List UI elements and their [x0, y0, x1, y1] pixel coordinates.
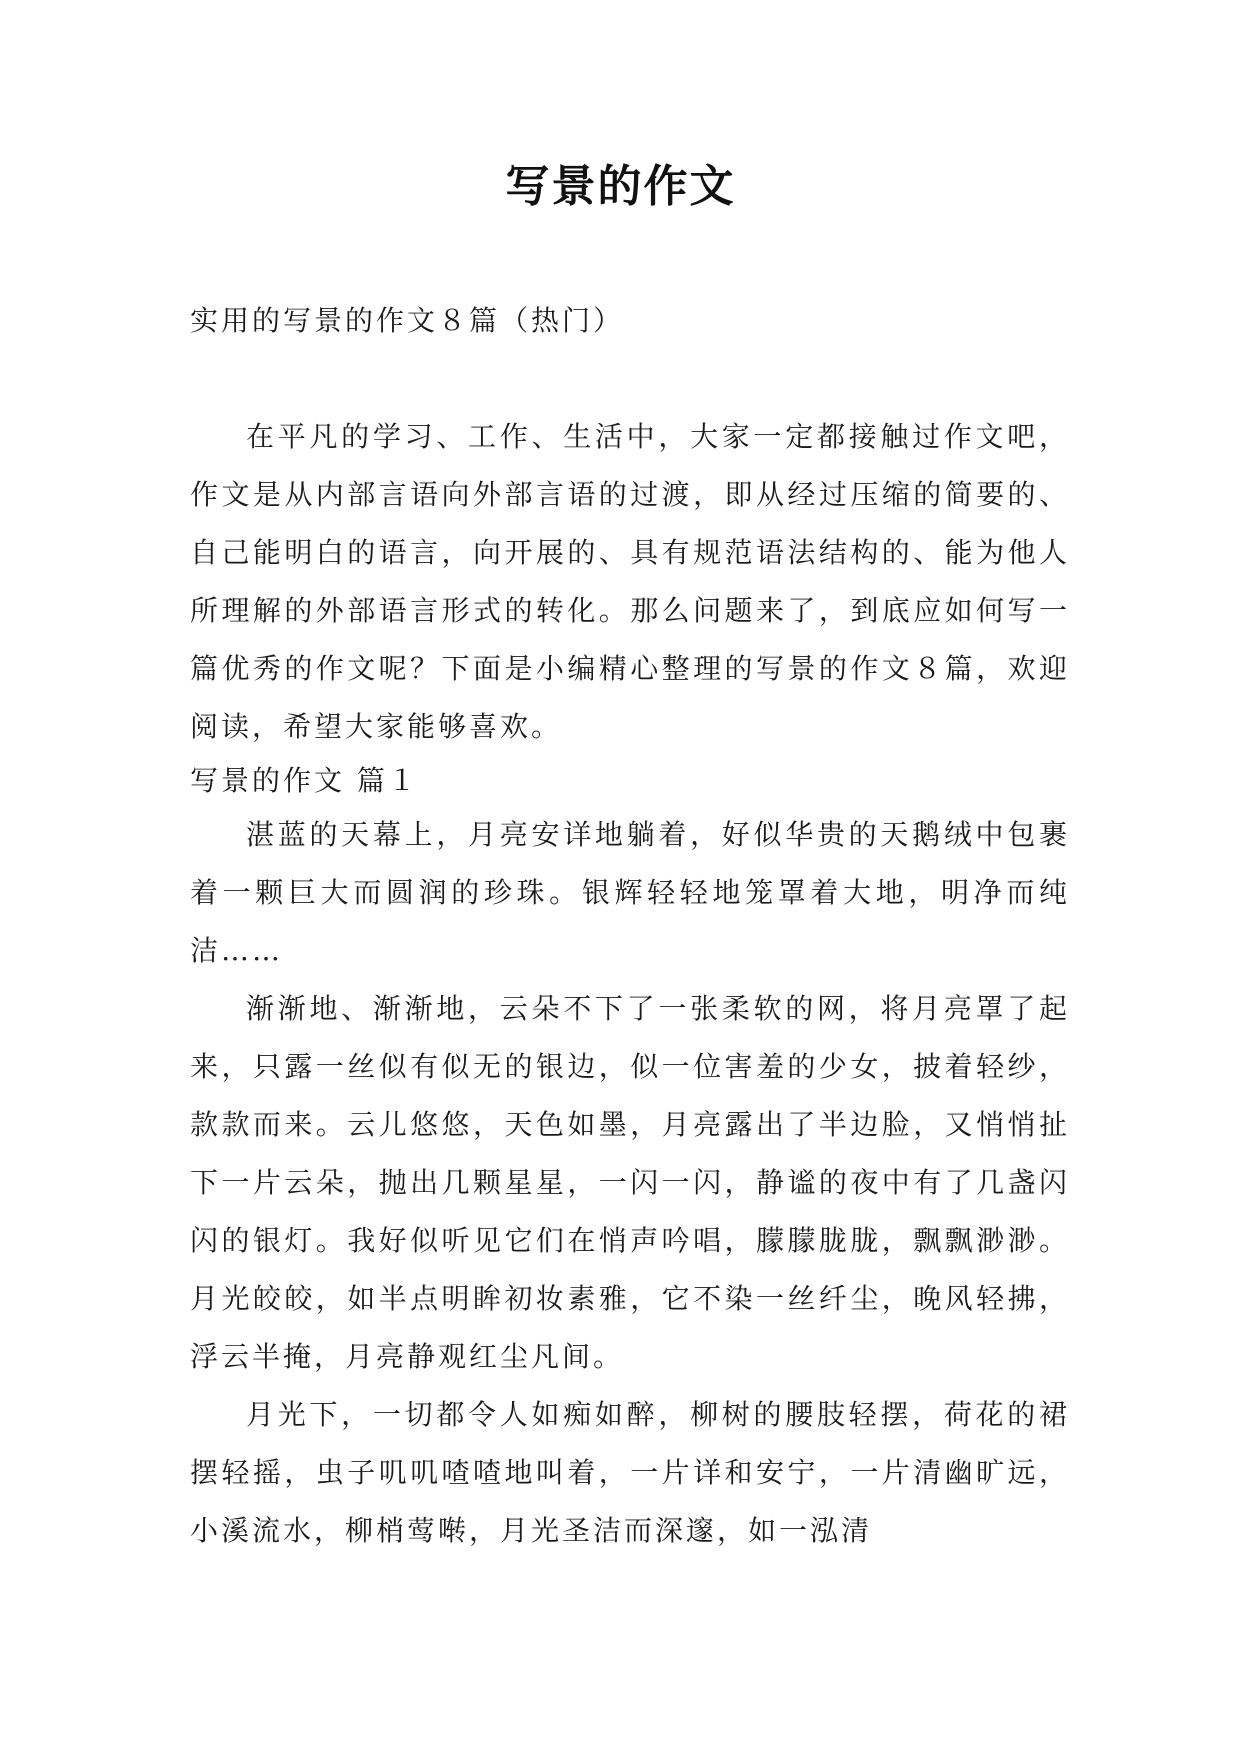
document-title: 写景的作文	[505, 161, 736, 212]
document-body	[190, 292, 1070, 1560]
section-heading: 写景的作文 篇１	[190, 764, 419, 797]
intro-paragraph: 在平凡的学习、工作、生活中，大家一定都接触过作文吧，作文是从内部言语向外部言语的过渡，即从经过压缩的简要的、自己能明白的语言，向开展的、具有规范语法结构的、能为他人所理解的外部语言形式的转化。那么问题来了，到底应如何写一篇优秀的作文呢？下面是小编精心整理的写景的作文８篇，欢迎阅读，希望大家能够喜欢。	[190, 420, 1070, 743]
body-paragraph-1: 湛蓝的天幕上，月亮安详地躺着，好似华贵的天鹅绒中包裹着一颗巨大而圆润的珍珠。银辉轻轻地笼罩着大地，明净而纯洁……	[190, 818, 1070, 967]
body-paragraph-3: 月光下，一切都令人如痴如醉，柳树的腰肢轻摆，荷花的裙摆轻摇，虫子叽叽喳喳地叫着，一片详和安宁，一片清幽旷远，小溪流水，柳梢莺啭，月光圣洁而深邃，如一泓清	[190, 1398, 1070, 1547]
document-subtitle: 实用的写景的作文８篇（热门）	[190, 304, 625, 337]
blank-line	[190, 350, 1070, 408]
body-paragraph-2: 渐渐地、渐渐地，云朵不下了一张柔软的网，将月亮罩了起来，只露一丝似有似无的银边，似一位害羞的少女，披着轻纱，款款而来。云儿悠悠，天色如墨，月亮露出了半边脸，又悄悄扯下一片云朵，抛出几颗星星，一闪一闪，静谧的夜中有了几盏闪闪的银灯。我好似听见它们在悄声吟唱，朦朦胧胧，飘飘渺渺。月光皎皎，如半点明眸初妆素雅，它不染一丝纤尘，晚风轻拂，浮云半掩，月亮静观红尘凡间。	[190, 992, 1070, 1373]
